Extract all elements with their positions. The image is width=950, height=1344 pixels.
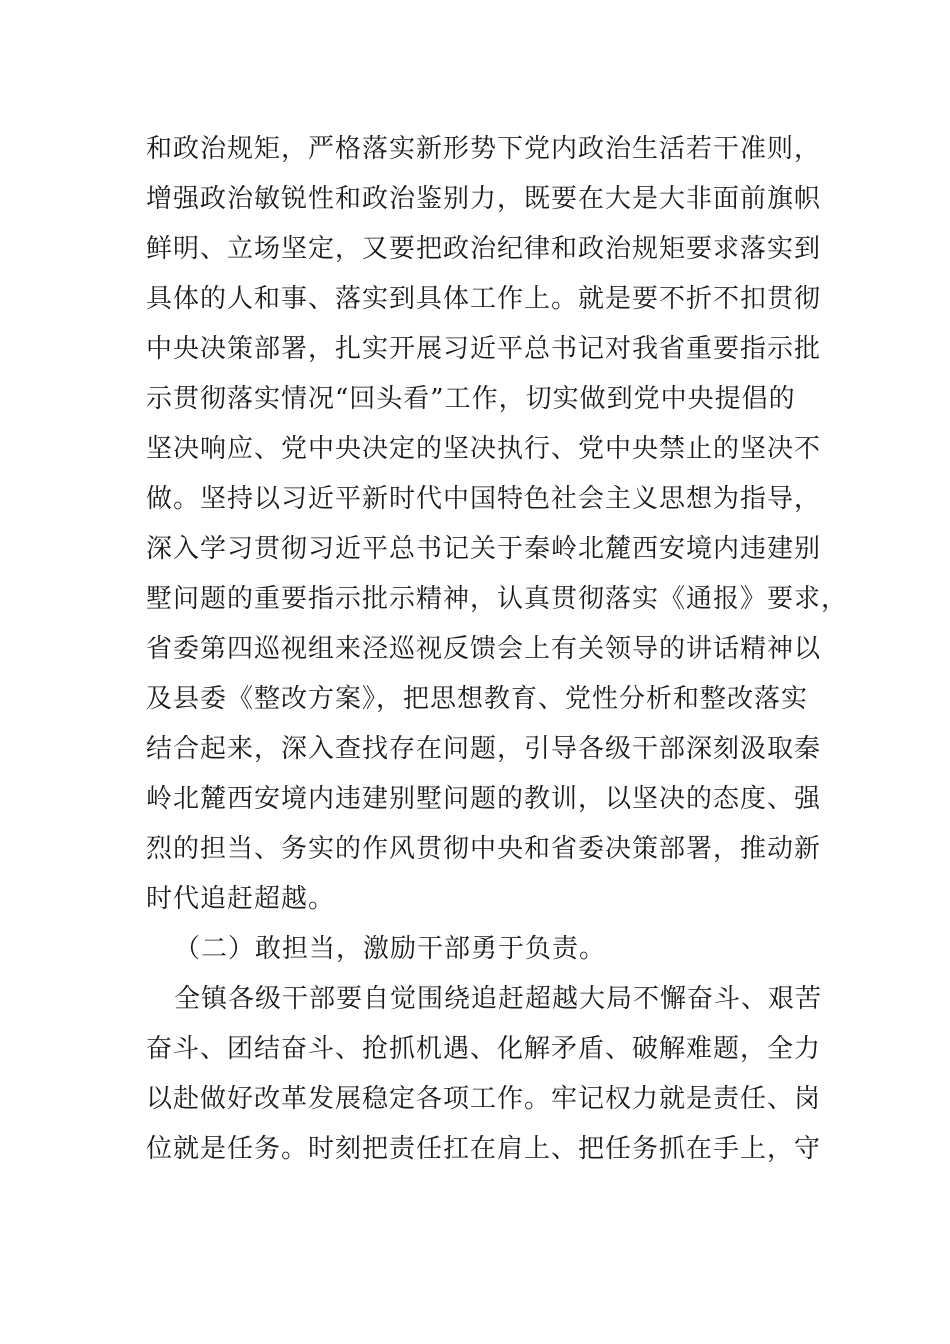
paragraph-1-line-10: 墅问题的重要指示批示精神，认真贯彻落实《通报》要求，: [146, 584, 849, 614]
paragraph-1-line-1: 和政治规矩，严格落实新形势下党内政治生活若干准则，: [146, 134, 822, 164]
paragraph-1-line-8: 做。坚持以习近平新时代中国特色社会主义思想为指导，: [146, 484, 822, 514]
paragraph-2-line-4: 位就是任务。时刻把责任扛在肩上、把任务抓在手上，守: [146, 1134, 822, 1164]
paragraph-1-line-12: 及县委《整改方案》，把思想教育、党性分析和整改落实: [146, 684, 809, 714]
paragraph-1-line-13: 结合起来，深入查找存在问题，引导各级干部深刻汲取秦: [146, 734, 822, 764]
paragraph-1-line-14: 岭北麓西安境内违建别墅问题的教训，以坚决的态度、强: [146, 784, 822, 814]
paragraph-1-line-3: 鲜明、立场坚定，又要把政治纪律和政治规矩要求落实到: [146, 234, 822, 264]
paragraph-1-line-4: 具体的人和事、落实到具体工作上。就是要不折不扣贯彻: [146, 284, 822, 314]
paragraph-2-line-2: 奋斗、团结奋斗、抢抓机遇、化解矛盾、破解难题，全力: [146, 1034, 822, 1064]
paragraph-1-line-6: 示贯彻落实情况“回头看”工作，切实做到党中央提倡的: [146, 384, 796, 414]
paragraph-1-line-11: 省委第四巡视组来泾巡视反馈会上有关领导的讲话精神以: [146, 634, 822, 664]
section-heading: （二）敢担当，激励干部勇于负责。: [174, 934, 607, 964]
paragraph-1-line-15: 烈的担当、务实的作风贯彻中央和省委决策部署，推动新: [146, 834, 822, 864]
paragraph-1-line-5: 中央决策部署，扎实开展习近平总书记对我省重要指示批: [146, 334, 822, 364]
paragraph-1-line-16: 时代追赶超越。: [146, 884, 336, 914]
paragraph-1-line-7: 坚决响应、党中央决定的坚决执行、党中央禁止的坚决不: [146, 434, 822, 464]
paragraph-2-line-1: 全镇各级干部要自觉围绕追赶超越大局不懈奋斗、艰苦: [174, 984, 823, 1014]
paragraph-1-line-9: 深入学习贯彻习近平总书记关于秦岭北麓西安境内违建别: [146, 534, 822, 564]
paragraph-2-line-3: 以赴做好改革发展稳定各项工作。牢记权力就是责任、岗: [146, 1084, 822, 1114]
paragraph-1-line-2: 增强政治敏锐性和政治鉴别力，既要在大是大非面前旗帜: [146, 184, 822, 214]
